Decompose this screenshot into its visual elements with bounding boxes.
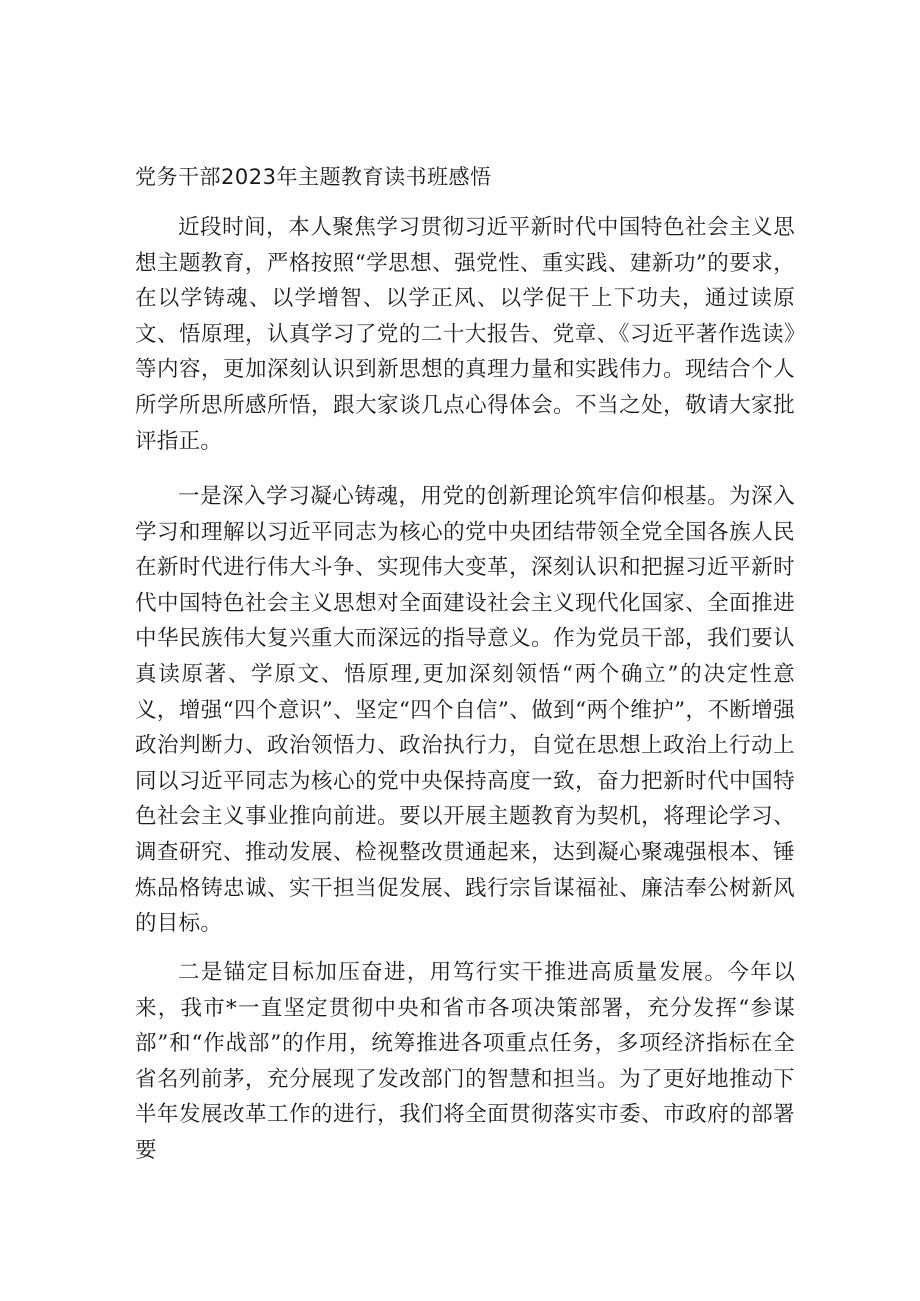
- paragraph-introduction: 近段时间，本人聚焦学习贯彻习近平新时代中国特色社会主义思想主题教育，严格按照“学思想、强党性、重实践、建新功”的要求，在以学铸魂、以学增智、以学正风、以学促干上下功夫，通过读原文、悟原理，认真学习了党的二十大报告、党章、《习近平著作选读》等内容，更加深刻认识到新思想的真理力量和实践伟力。现结合个人所学所思所感所悟，跟大家谈几点心得体会。不当之处，敬请大家批评指正。: [135, 215, 795, 454]
- paragraph-point-two: 二是锚定目标加压奋进，用笃行实干推进高质量发展。今年以来，我市*一直坚定贯彻中央和省市各项决策部署，充分发挥“参谋部”和“作战部”的作用，统筹推进各项重点任务，多项经济指标在全省名列前茅，充分展现了发改部门的智慧和担当。为了更好地推动下半年发展改革工作的进行，我们将全面贯彻落实市委、市政府的部署要: [135, 960, 795, 1163]
- paragraph-point-one: 一是深入学习凝心铸魂，用党的创新理论筑牢信仰根基。为深入学习和理解以习近平同志为核心的党中央团结带领全党全国各族人民在新时代进行伟大斗争、实现伟大变革，深刻认识和把握习近平新时代中国特色社会主义思想对全面建设社会主义现代化国家、全面推进中华民族伟大复兴重大而深远的指导意义。作为党员干部，我们要认真读原著、学原文、悟原理,更加深刻领悟“两个确立”的决定性意义，增强“四个意识”、坚定“四个自信”、做到“两个维护”，不断增强政治判断力、政治领悟力、政治执行力，自觉在思想上政治上行动上同以习近平同志为核心的党中央保持高度一致，奋力把新时代中国特色社会主义事业推向前进。要以开展主题教育为契机，将理论学习、调查研究、推动发展、检视整改贯通起来，达到凝心聚魂强根本、锤炼品格铸忠诚、实干担当促发展、践行宗旨谋福祉、廉洁奉公树新风的目标。: [135, 484, 795, 937]
- document-title: 党务干部2023年主题教育读书班感悟: [135, 165, 492, 189]
